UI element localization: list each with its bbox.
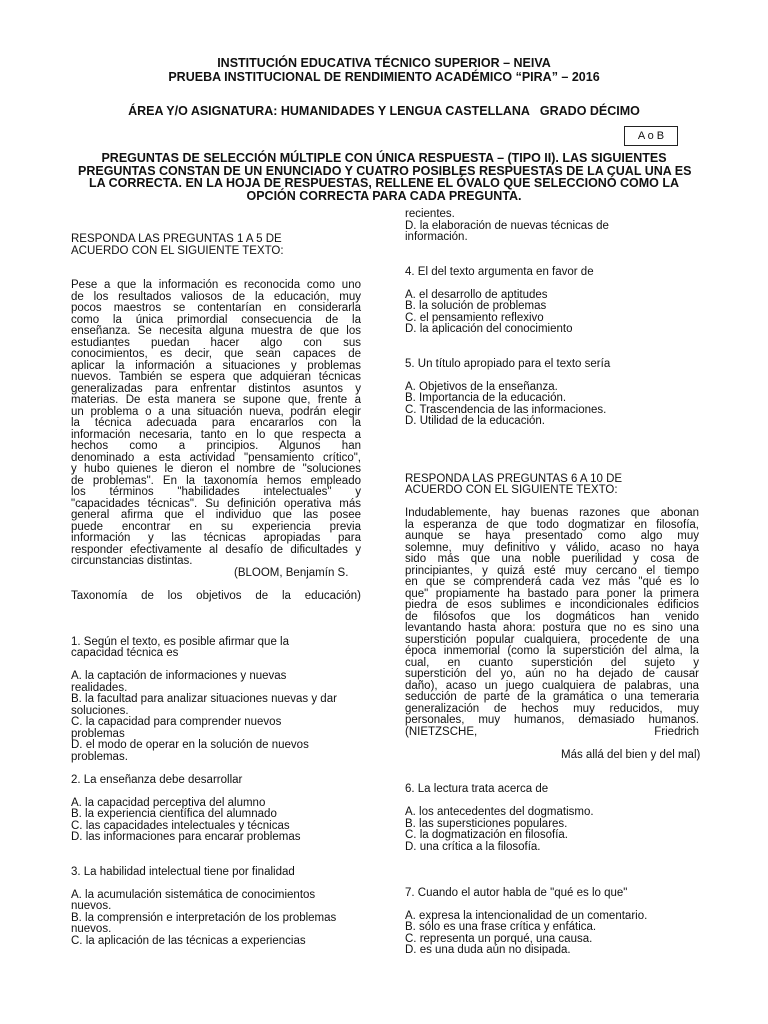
instructions-line: LA CORRECTA. EN LA HOJA DE RESPUESTAS, RELLENE EL ÓVALO QUE SELECCIONÓ COMO LA [88,176,680,191]
text-line: D. la aplicación del conocimiento [405,323,573,335]
text-line: la esperanza de que todo dogmatizar en filosofía, [405,518,699,531]
text-line: información necesaria, tanto en lo que respecta a [71,428,361,441]
text-line: los términos "habilidades intelectuales" y [71,486,361,498]
text-line: D. el modo de operar en la solución de nuevos [71,739,309,751]
text-line: realidades. [71,681,128,694]
blank-line [405,899,699,911]
blank-line [71,579,361,591]
text-line: problemas. [71,750,128,763]
text-line: A. Objetivos de la enseñanza. [405,380,558,393]
text-line: (BLOOM, Benjamín S. [234,566,349,579]
text-line: ACUERDO CON EL SIGUIENTE TEXTO: [405,484,618,496]
text-line: 2. La enseñanza debe desarrollar [71,773,243,786]
blank-line [405,244,699,256]
text-line: problemas [71,727,125,740]
blank-line [71,855,361,867]
left-column [71,234,361,947]
subject-grade-line: ÁREA Y/O ASIGNATURA: HUMANIDADES Y LENGUA CASTELLANA GRADO DÉCIMO [128,104,640,118]
text-line: daño), acaso un juego cualquiera de palabras, una [405,679,699,692]
blank-line [405,738,699,750]
text-line: nuevos. También se espera que adquieran técnicas [71,371,361,383]
text-line: personales, muy humanos, demasiado humanos. [405,714,699,726]
blank-line [405,876,699,888]
instructions-block [78,152,690,202]
text-line: A. el desarrollo de aptitudes [405,288,548,301]
text-line: puede encontrar en su experiencia previa [71,520,361,533]
text-line: general afirma que el individuo que las posee [71,509,361,521]
text-line: un problema o a una situación nueva, podrán elegir [71,405,361,418]
text-line: B. sólo es una frase crítica y enfática. [405,921,597,933]
text-line: D. la elaboración de nuevas técnicas de [405,219,609,232]
text-line: levantando hasta ahora: postura que no es sino una [405,622,699,634]
right-column [405,209,699,957]
blank-line [405,255,699,267]
text-line: de los resultados valiosos de la educación, muy [71,290,361,303]
blank-line [71,878,361,890]
text-line: piedra de esos sublimes e incondicionales edificios [405,599,699,611]
text-line: materias. De esta manera se supone que, frente a [71,394,361,406]
reading-passage [71,280,361,568]
instructions-line: PREGUNTAS DE SELECCIÓN MÚLTIPLE CON ÚNICA RESPUESTA – (TIPO II). LAS SIGUIENTES [101,151,667,165]
blank-line [71,257,361,269]
text-line: seducción de parte de la gramática o una temeraria [405,691,699,703]
blank-line [405,370,699,382]
text-line: Taxonomía de los objetivos de la educación) [71,589,361,602]
text-line: de filósofos que los dogmáticos han venido [405,610,699,623]
text-line: Pese a que la información es reconocida como uno [71,279,361,291]
blank-line [71,625,361,637]
text-line: B. las supersticiones populares. [405,817,568,830]
text-line: solemne, muy definitivo y válido, acaso no haya [405,541,699,554]
blank-line [405,853,699,865]
text-line: D. es una duda aún no disipada. [405,944,571,956]
text-line: circunstancias distintas. [71,555,193,567]
text-line: B. Importancia de la educación. [405,392,567,404]
text-line: 5. Un título apropiado para el texto sería [405,357,611,370]
text-line: y hubo quienes le dieron el nombre de "soluciones [71,463,361,475]
text-line: época inmemorial (como la superstición del alma, la [405,645,699,657]
institution-title: INSTITUCIÓN EDUCATIVA TÉCNICO SUPERIOR – NEIVA [217,56,551,70]
blank-line [71,786,361,798]
blank-line [71,844,361,856]
text-line: ACUERDO CON EL SIGUIENTE TEXTO: [71,244,284,257]
text-line: aplicar la información a situaciones y problemas [71,359,361,372]
text-line: B. la facultad para analizar situaciones nuevas y dar [71,693,337,705]
test-title: PRUEBA INSTITUCIONAL DE RENDIMIENTO ACADÉMICO “PIRA” – 2016 [168,70,600,84]
blank-line [405,865,699,877]
text-line: 7. Cuando el autor habla de "qué es lo que" [405,886,628,899]
text-line: información y las técnicas apropiadas para [71,532,361,544]
text-line: RESPONDA LAS PREGUNTAS 6 A 10 DE [405,472,623,485]
text-line: denominado a esta actividad "pensamiento crítico", [71,451,361,464]
blank-line [405,462,699,474]
text-line: cual, en cuanto superstición del sujeto y [405,656,699,669]
text-line: conocimientos, es decir, que sean capaces de [71,348,361,360]
text-line: como la única primordial consecuencia de la [71,313,361,326]
text-line: recientes. [405,208,455,220]
text-line: A. expresa la intencionalidad de un comentario. [405,909,648,922]
text-line: A. los antecedentes del dogmatismo. [405,806,594,818]
text-line: RESPONDA LAS PREGUNTAS 1 A 5 DE [71,233,282,245]
blank-line [405,336,699,348]
blank-line [405,439,699,451]
text-line: capacidad técnica es [71,647,179,659]
text-line: "capacidades técnicas". Su definición operativa más [71,497,361,510]
instructions-line: PREGUNTAS CONSTAN DE UN ENUNCIADO Y CUATRO POSIBLES RESPUESTAS DE LA CUAL UNA ES [78,163,692,178]
text-line: D. una crítica a la filosofía. [405,840,541,853]
text-line: C. representa un porqué, una causa. [405,932,593,945]
text-line: C. las capacidades intelectuales y técnicas [71,819,290,832]
reading-passage [405,508,699,750]
text-line: C. la aplicación de las técnicas a experiencias [71,934,306,947]
blank-line [71,614,361,626]
blank-line [71,602,361,614]
text-line: D. las informaciones para encarar problemas [71,831,301,843]
text-line: A. la captación de informaciones y nuevas [71,670,287,682]
blank-line [405,761,699,773]
blank-line [71,763,361,775]
reading-passage [71,591,361,614]
text-line: 4. El del texto argumenta en favor de [405,265,594,278]
text-line: enseñanza. Se necesita alguna muestra de que los [71,325,361,337]
text-line: Más allá del bien y del mal) [561,748,701,761]
text-line: la técnica adecuada para encararlos con la [71,417,361,429]
text-line: principiantes, y quizá esté muy cercano el tiempo [405,564,699,577]
text-line: 1. Según el texto, es posible afirmar que la [71,635,289,648]
text-line: 3. La habilidad intelectual tiene por finalidad [71,865,295,878]
blank-line [405,347,699,359]
text-line: hechos como a principios. Algunos han [71,440,361,452]
text-line: aunque se haya presentado como algo muy [405,530,699,542]
blank-line [405,278,699,290]
text-line: que" propiamente ha bastado para poner la primera [405,587,699,600]
text-line: generalizadas para enfrentar distintos asuntos y [71,382,361,395]
text-line: B. la experiencia científica del alumnado [71,808,277,820]
text-line: C. la dogmatización en filosofía. [405,829,569,841]
text-line: pocos maestros se contentarían en considerarla [71,302,361,314]
text-line: soluciones. [71,704,129,717]
blank-line [405,451,699,463]
text-line: B. la comprensión e interpretación de los problemas [71,911,337,924]
text-line: información. [405,231,468,243]
text-line: 6. La lectura trata acerca de [405,783,549,795]
text-line: en que se comprenderá cada vez más "qué es lo [405,576,699,588]
instructions-line: OPCIÓN CORRECTA PARA CADA PREGUNTA. [246,188,522,203]
text-line: A. la acumulación sistemática de conocimientos [71,888,316,901]
blank-line [405,428,699,440]
text-line: (NIETZSCHE, Friedrich [405,725,699,738]
text-line: nuevos. [71,923,112,935]
text-line: A. la capacidad perceptiva del alumno [71,796,266,809]
text-line: B. la solución de problemas [405,300,547,312]
text-line: responder efectivamente al desafío de dificultades y [71,543,361,556]
text-line: estudiantes puedan hacer algo con sus [71,336,361,349]
text-line: Indudablemente, hay buenas razones que abonan [405,507,699,519]
text-line: C. Trascendencia de las informaciones. [405,403,607,416]
text-line: superstición del yo, aún no ha dejado de causar [405,668,699,680]
text-line: C. la capacidad para comprender nuevos [71,716,282,728]
text-line: de problemas". En la taxonomía hemos empleado [71,474,361,487]
text-line: D. Utilidad de la educación. [405,415,545,427]
text-line: sido más que una noble puerilidad y cosa de [405,553,699,565]
form-version-box: A o B [624,126,678,146]
text-line: generalización de hechos muy reducidos, muy [405,702,699,715]
text-line: C. el pensamiento reflexivo [405,311,544,324]
text-line: nuevos. [71,900,112,912]
text-line: superstición popular cualquiera, procedente de una [405,633,699,646]
